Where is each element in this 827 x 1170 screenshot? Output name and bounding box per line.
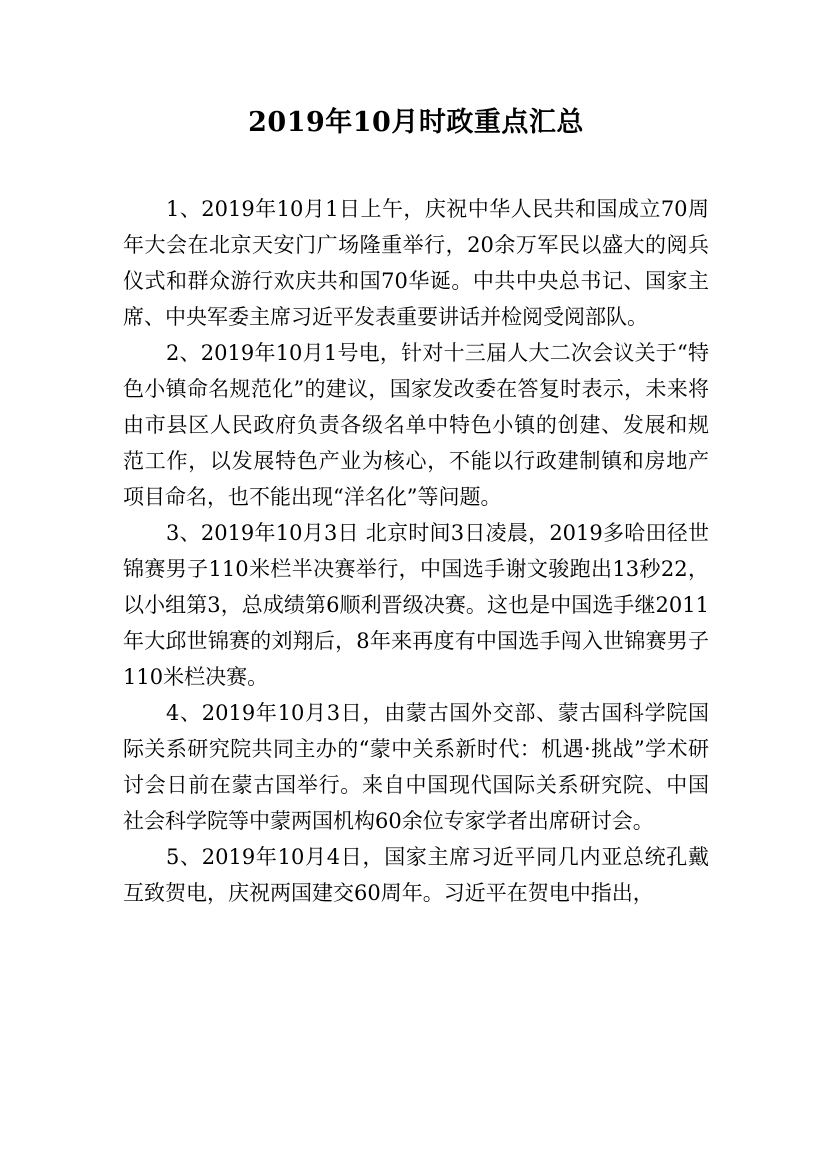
document-body bbox=[123, 191, 709, 911]
paragraph-3: 3、2019年10月3日 北京时间3日凌晨，2019多哈田径世锦赛男子110米栏半决赛举行，中国选手谢文骏跑出13秒22，以小组第3，总成绩第6顺利晋级决赛。这也是中国选手继2011年大邱世锦赛的刘翔后，8年来再度有中国选手闯入世锦赛男子110米栏决赛。 bbox=[123, 521, 709, 689]
paragraph-4: 4、2019年10月3日，由蒙古国外交部、蒙古国科学院国际关系研究院共同主办的“蒙中关系新时代：机遇·挑战”学术研讨会日前在蒙古国举行。来自中国现代国际关系研究院、中国社会科学院等中蒙两国机构60余位专家学者出席研讨会。 bbox=[123, 701, 709, 833]
paragraph-5: 5、2019年10月4日，国家主席习近平同几内亚总统孔戴互致贺电，庆祝两国建交60周年。习近平在贺电中指出， bbox=[123, 845, 709, 905]
document-title: 2019年10月时政重点汇总 bbox=[248, 107, 584, 138]
paragraph-1: 1、2019年10月1日上午，庆祝中华人民共和国成立70周年大会在北京天安门广场隆重举行，20余万军民以盛大的阅兵仪式和群众游行欢庆共和国70华诞。中共中央总书记、国家主席、中央军委主席习近平发表重要讲话并检阅受阅部队。 bbox=[123, 197, 709, 329]
paragraph-2: 2、2019年10月1号电，针对十三届人大二次会议关于“特色小镇命名规范化”的建议，国家发改委在答复时表示，未来将由市县区人民政府负责各级名单中特色小镇的创建、发展和规范工作，以发展特色产业为核心，不能以行政建制镇和房地产项目命名，也不能出现“洋名化”等问题。 bbox=[123, 341, 709, 509]
